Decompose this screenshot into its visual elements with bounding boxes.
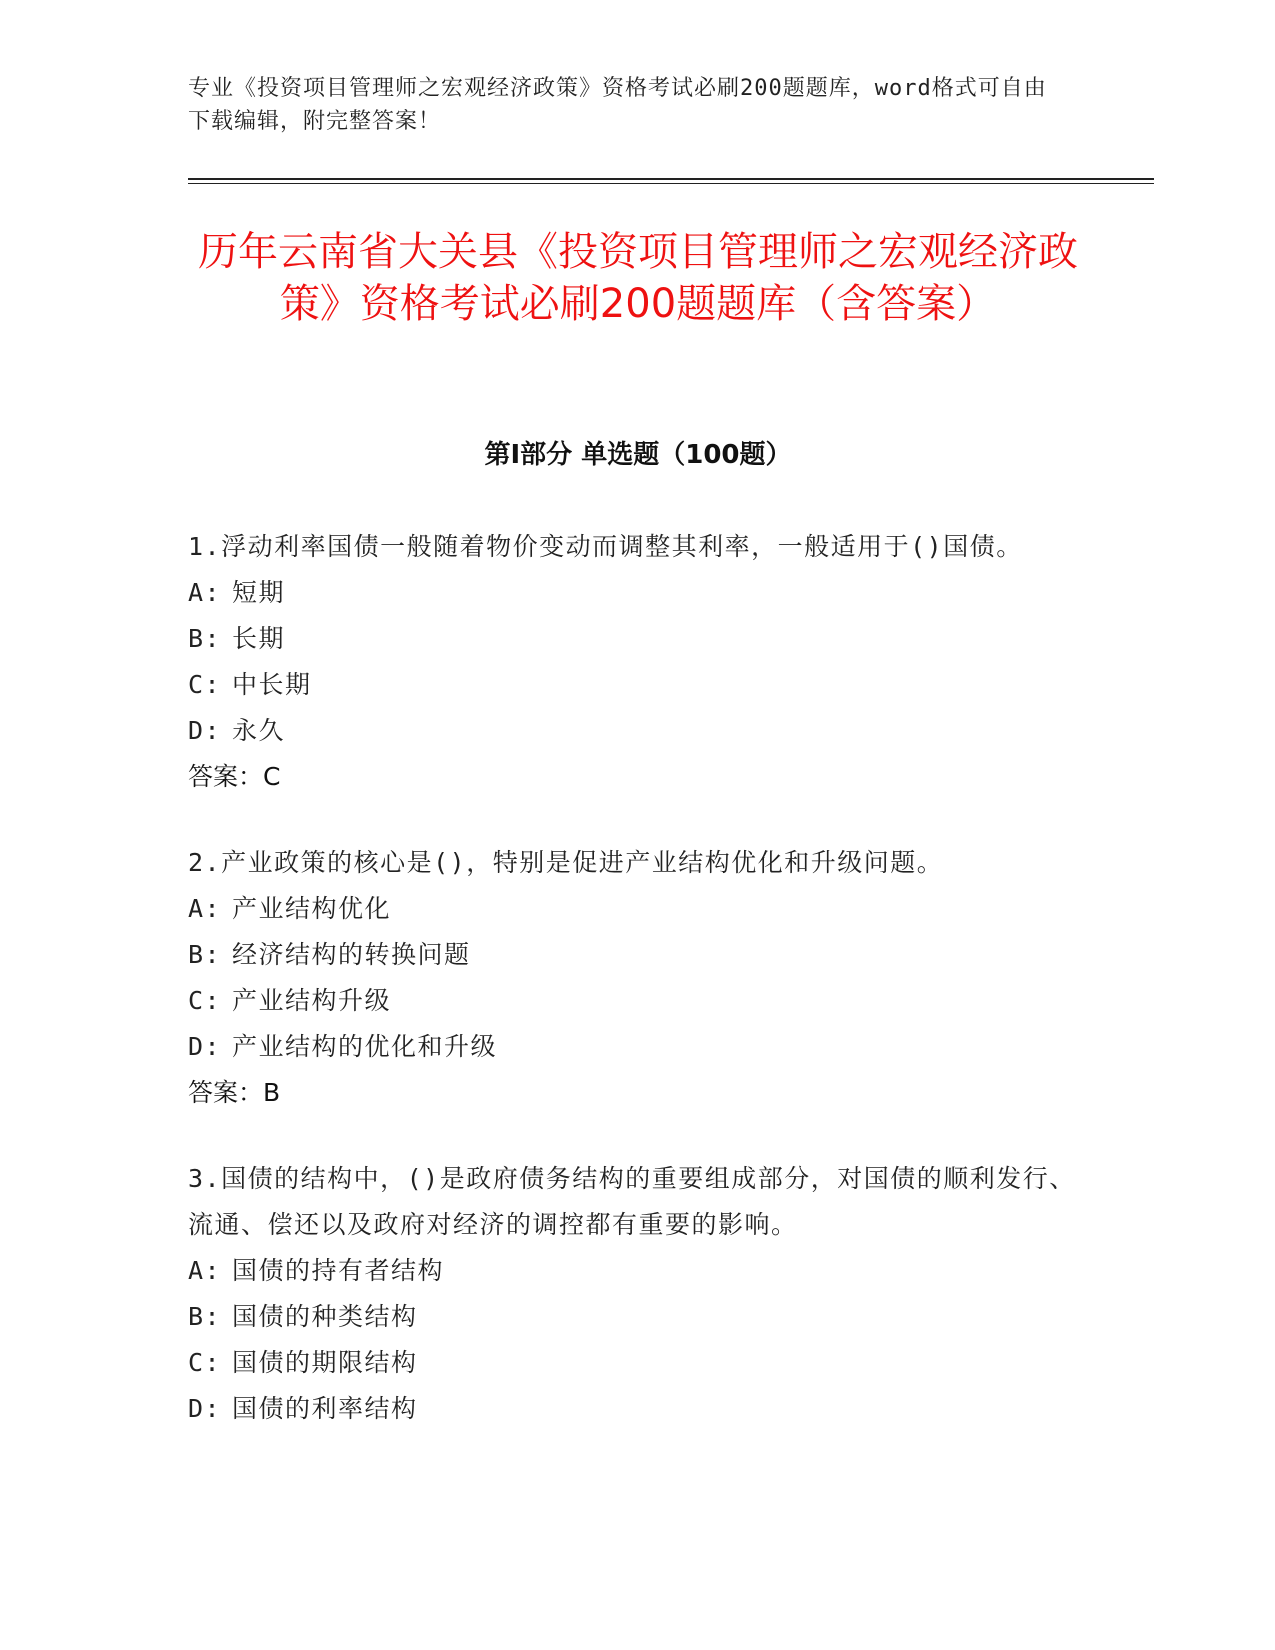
question-1 xyxy=(188,524,1078,800)
question-stem: 2.产业政策的核心是()，特别是促进产业结构优化和升级问题。 xyxy=(188,848,944,877)
option-c xyxy=(188,978,1078,1024)
option-letter: D: xyxy=(188,1032,222,1061)
option-d xyxy=(188,1024,1078,1070)
question-3 xyxy=(188,1156,1078,1432)
option-letter: B: xyxy=(188,940,222,969)
option-text: 经济结构的转换问题 xyxy=(232,940,471,969)
option-text: 长期 xyxy=(232,624,286,653)
option-a xyxy=(188,1248,1078,1294)
header-note: 专业《投资项目管理师之宏观经济政策》资格考试必刷200题题库，word格式可自由下载编辑，附完整答案！ xyxy=(188,76,1047,134)
option-letter: A: xyxy=(188,578,222,607)
option-letter: D: xyxy=(188,716,222,745)
document-title: 历年云南省大关县《投资项目管理师之宏观经济政策》资格考试必刷200题题库（含答案） xyxy=(198,229,1078,327)
option-b xyxy=(188,616,1078,662)
option-text: 国债的持有者结构 xyxy=(232,1256,445,1285)
question-stem: 1.浮动利率国债一般随着物价变动而调整其利率，一般适用于()国债。 xyxy=(188,532,1023,561)
option-letter: A: xyxy=(188,1256,222,1285)
option-text: 产业结构优化 xyxy=(232,894,392,923)
option-letter: B: xyxy=(188,1302,222,1331)
option-letter: A: xyxy=(188,894,222,923)
answer-line: 答案：C xyxy=(188,762,281,791)
option-letter: C: xyxy=(188,1348,222,1377)
option-c xyxy=(188,662,1078,708)
option-letter: C: xyxy=(188,986,222,1015)
question-stem: 3.国债的结构中，()是政府债务结构的重要组成部分，对国债的顺利发行、流通、偿还以及政府对经济的调控都有重要的影响。 xyxy=(188,1164,1076,1239)
option-b xyxy=(188,1294,1078,1340)
option-d xyxy=(188,708,1078,754)
option-text: 永久 xyxy=(232,716,286,745)
option-letter: D: xyxy=(188,1394,222,1423)
section-title: 第I部分 单选题（100题） xyxy=(484,440,792,470)
header-divider xyxy=(188,178,1154,184)
question-list xyxy=(188,524,1078,1472)
option-text: 产业结构的优化和升级 xyxy=(232,1032,498,1061)
option-b xyxy=(188,932,1078,978)
option-c xyxy=(188,1340,1078,1386)
option-text: 国债的利率结构 xyxy=(232,1394,418,1423)
option-text: 产业结构升级 xyxy=(232,986,392,1015)
option-text: 国债的种类结构 xyxy=(232,1302,418,1331)
option-text: 国债的期限结构 xyxy=(232,1348,418,1377)
option-letter: C: xyxy=(188,670,222,699)
option-d xyxy=(188,1386,1078,1432)
option-text: 短期 xyxy=(232,578,286,607)
option-a xyxy=(188,886,1078,932)
option-letter: B: xyxy=(188,624,222,653)
option-text: 中长期 xyxy=(232,670,312,699)
option-a xyxy=(188,570,1078,616)
answer-line: 答案：B xyxy=(188,1078,281,1107)
question-2 xyxy=(188,840,1078,1116)
